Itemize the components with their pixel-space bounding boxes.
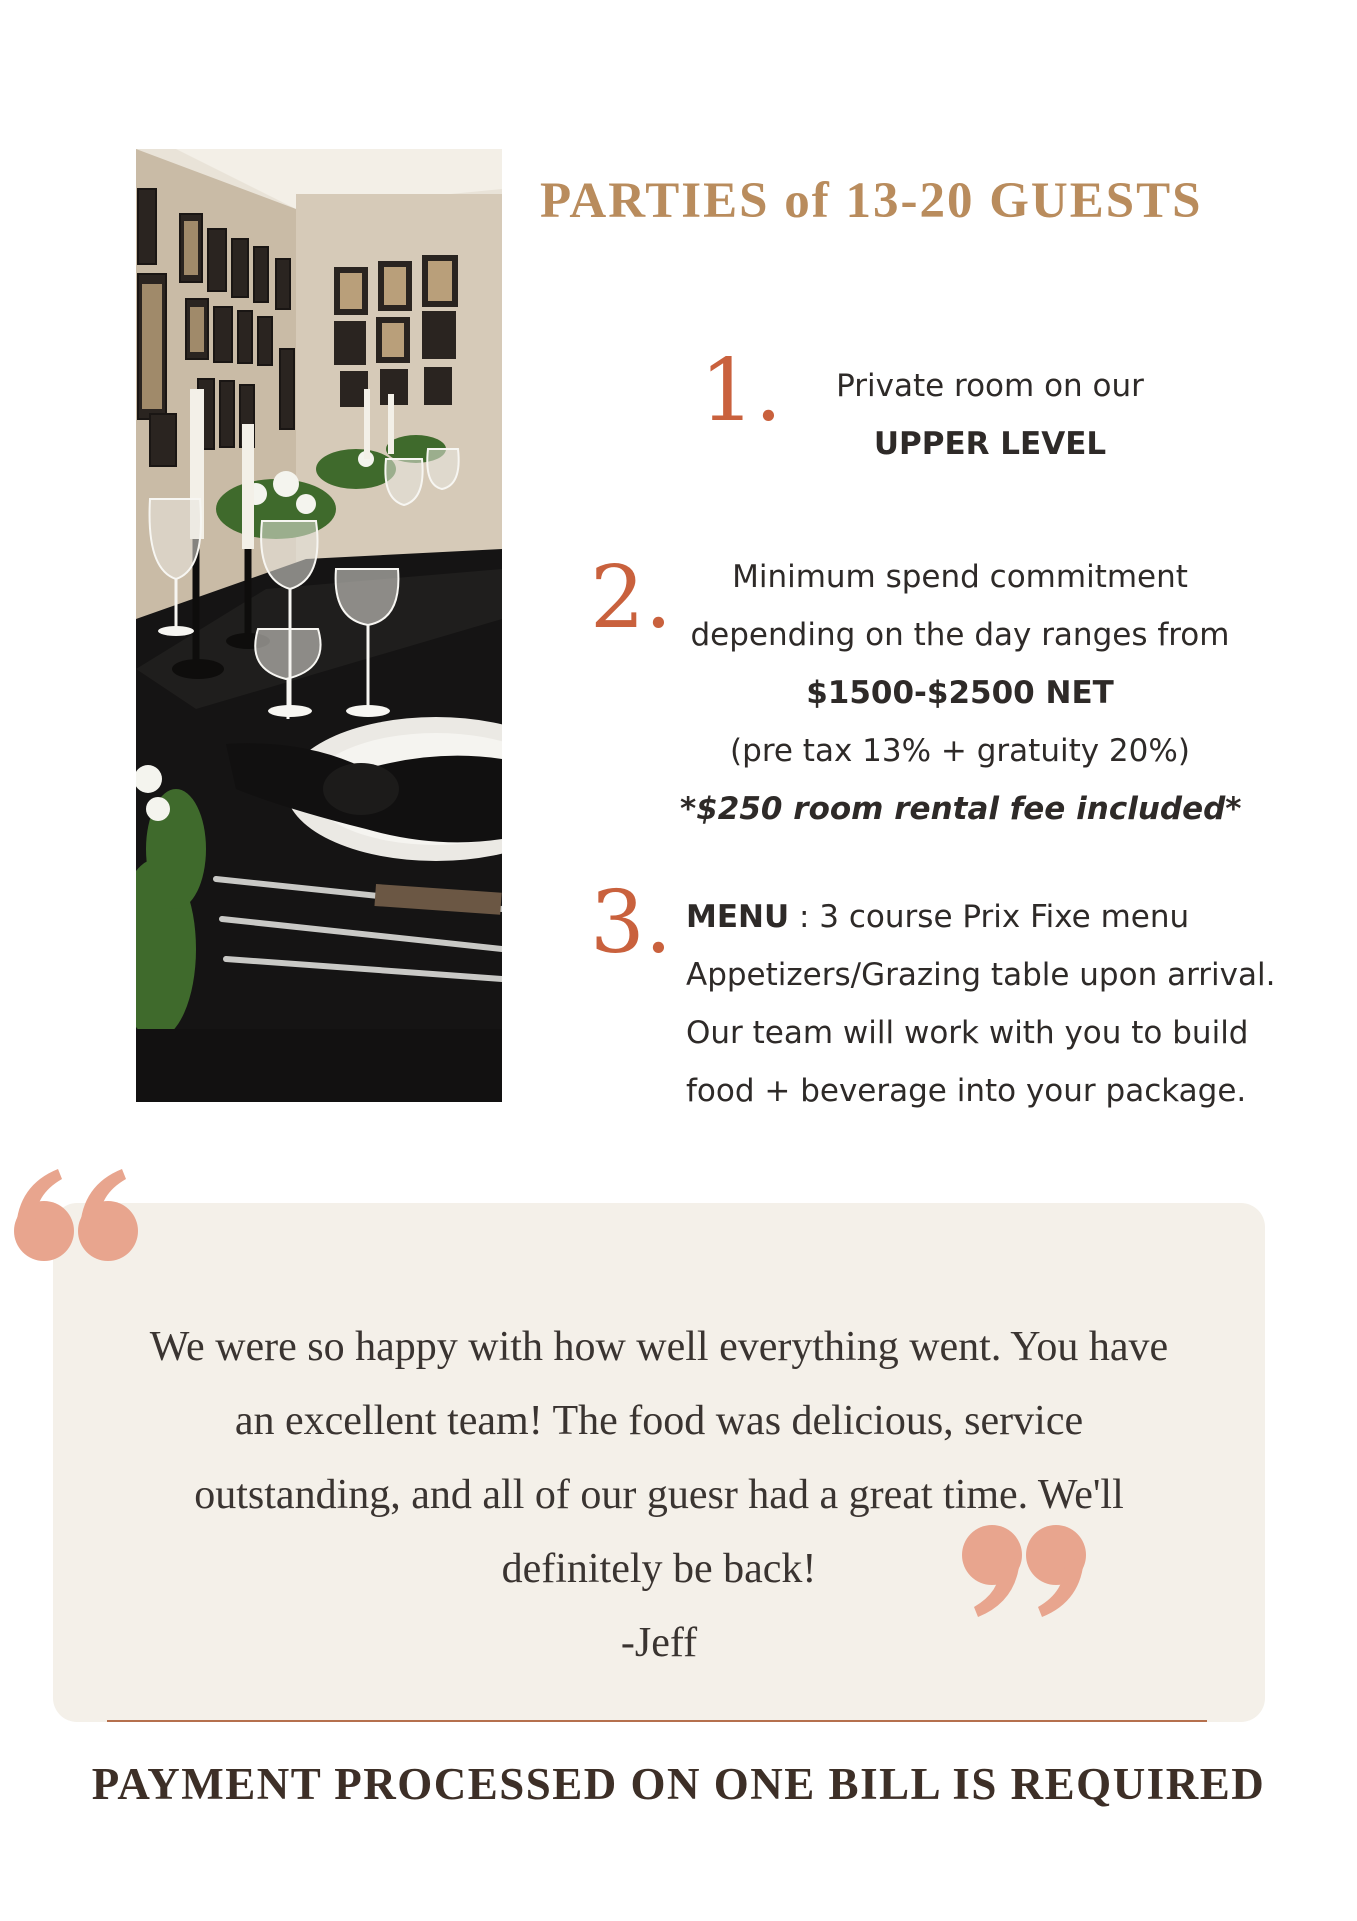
testimonial-line-2: an excellent team! The food was delicious, service: [234, 1398, 1084, 1444]
item-3-number: 3.: [590, 873, 673, 973]
page-title: PARTIES of 13-20 GUESTS: [540, 173, 1203, 229]
item-3-line-2: Our team will work with you to build: [686, 1015, 1249, 1051]
item-1-bold: UPPER LEVEL: [873, 426, 1107, 462]
item-2-fee: *$250 room rental fee included*: [680, 791, 1242, 827]
item-2-text: [680, 548, 1240, 838]
item-3-menu-text: : 3 course Prix Fixe menu: [789, 899, 1190, 935]
item-3-line-3: food + beverage into your package.: [686, 1073, 1247, 1109]
payment-notice: PAYMENT PROCESSED ON ONE BILL IS REQUIRED: [91, 1759, 1266, 1809]
item-2-number: 2.: [590, 548, 673, 648]
item-3-line-1: Appetizers/Grazing table upon arrival.: [686, 957, 1276, 993]
item-2-price: $1500-$2500 NET: [806, 675, 1114, 711]
dining-table-photo: [136, 149, 502, 1102]
item-3-menu-line: [686, 888, 1326, 946]
testimonial-author: -Jeff: [620, 1620, 698, 1666]
footer-divider: [107, 1720, 1207, 1722]
item-1-text: [780, 357, 1200, 473]
item-2-note: (pre tax 13% + gratuity 20%): [730, 733, 1190, 769]
item-3-text: [686, 888, 1326, 1120]
item-3-menu-label: MENU: [686, 899, 790, 935]
testimonial-line-1: We were so happy with how well everything went. You have: [149, 1324, 1169, 1370]
testimonial-line-3: outstanding, and all of our guesr had a great time. We'll: [194, 1472, 1124, 1518]
close-quote-icon: [962, 1525, 1088, 1626]
open-quote-icon: [12, 1165, 140, 1268]
item-2-line-1: Minimum spend commitment: [732, 559, 1188, 595]
item-1-number: 1.: [700, 341, 783, 441]
testimonial-line-4: definitely be back!: [501, 1546, 817, 1592]
item-1-line: Private room on our: [836, 368, 1144, 404]
item-2-line-2: depending on the day ranges from: [690, 617, 1230, 653]
